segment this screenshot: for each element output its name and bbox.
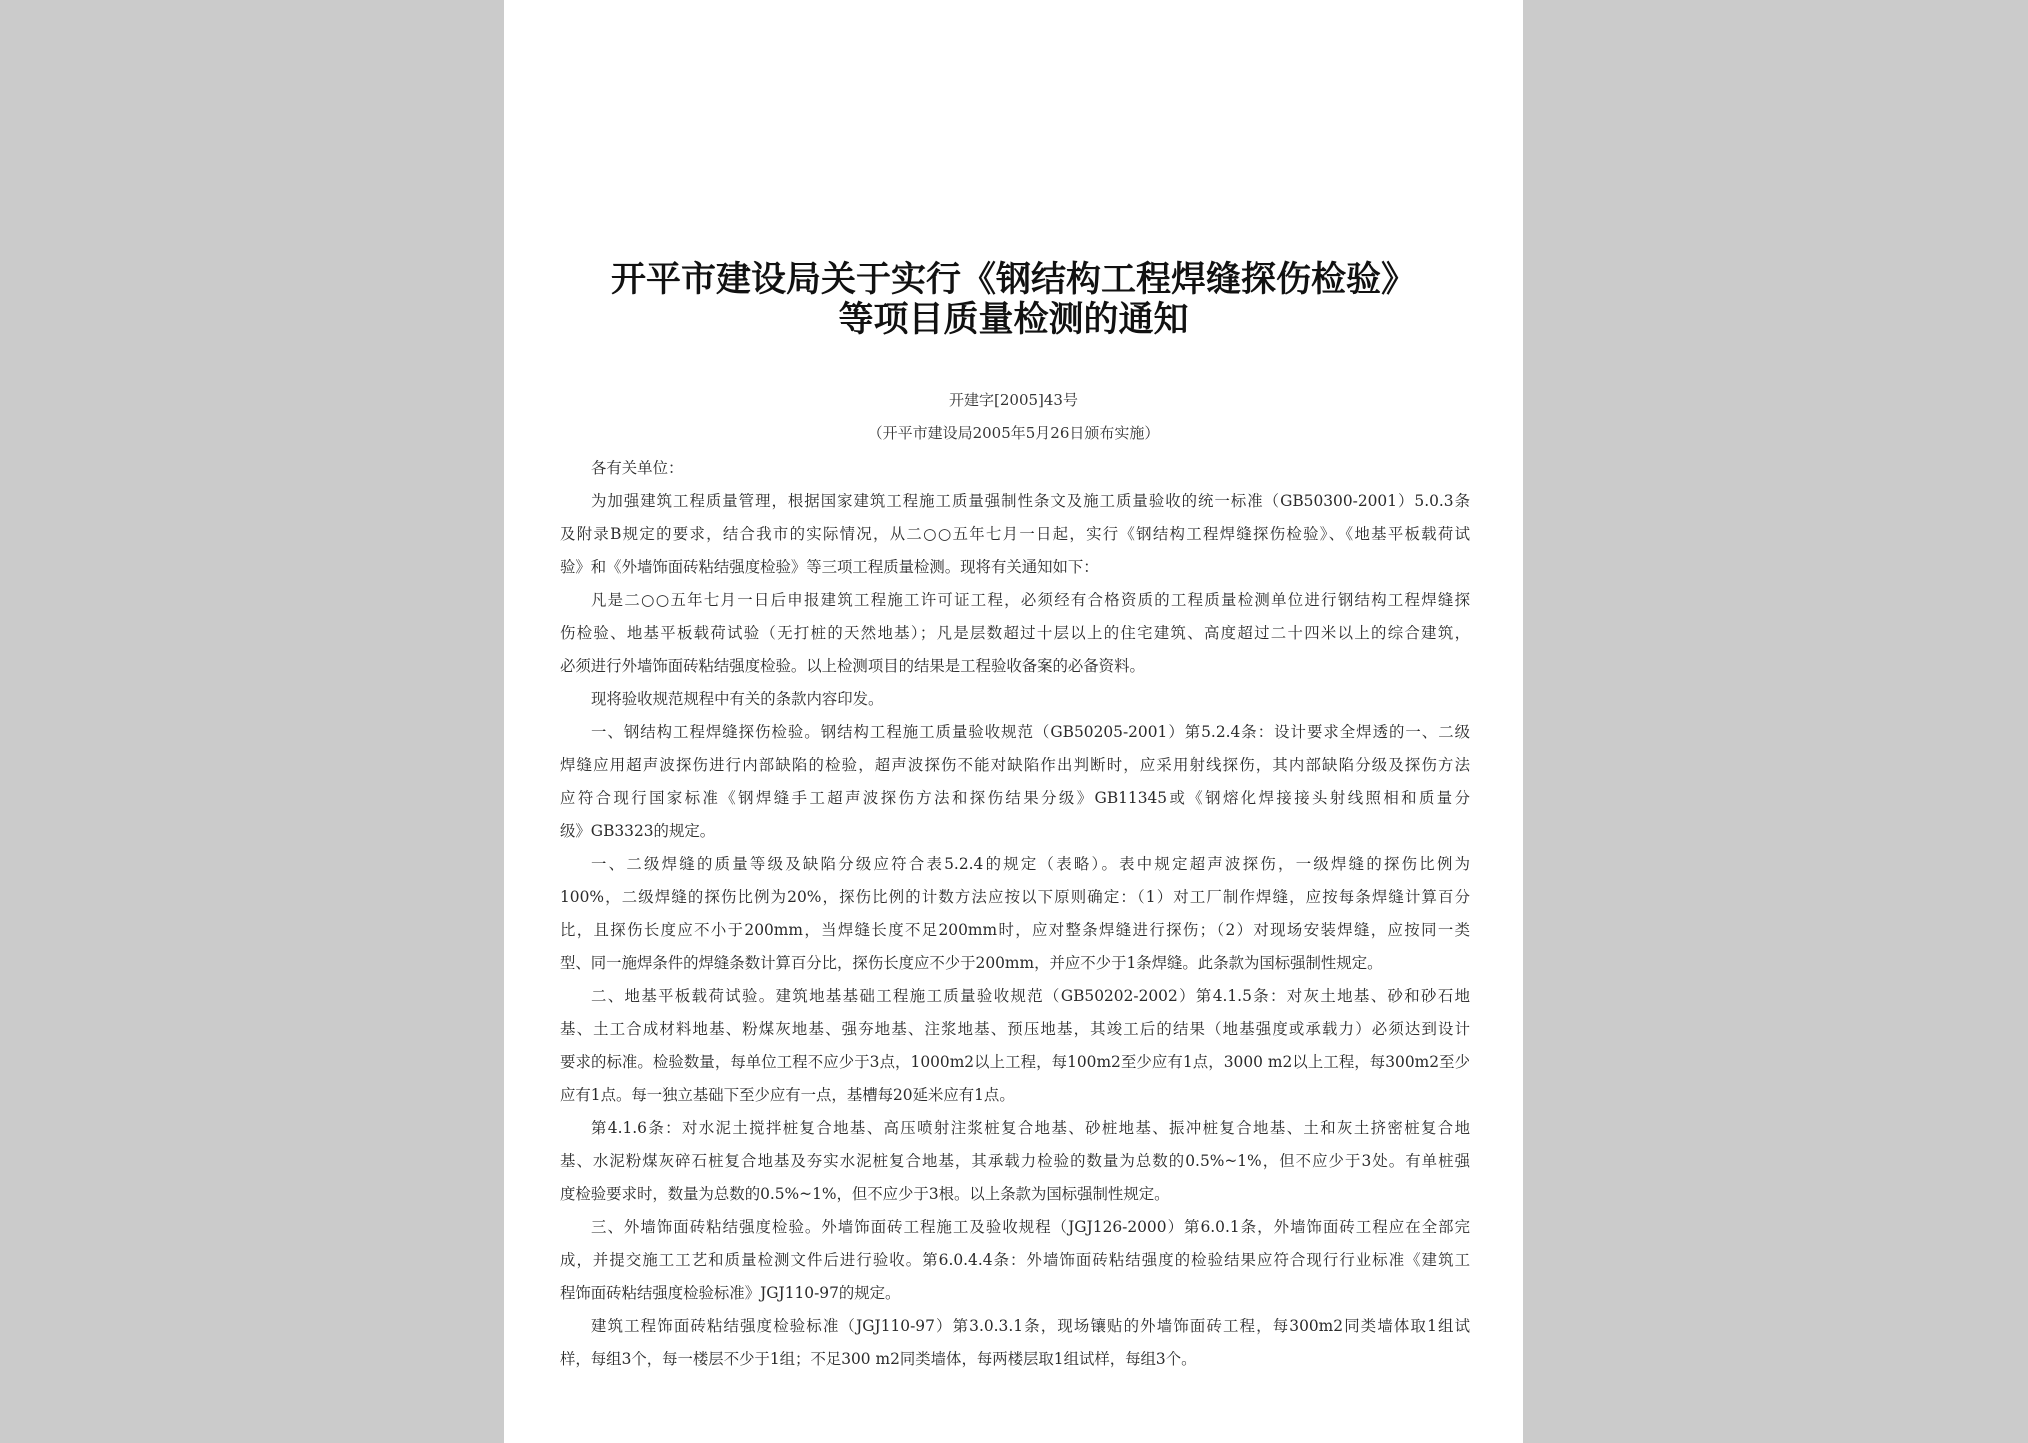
body-line: 现将验收规范规程中有关的条款内容印发。 <box>591 690 884 708</box>
body-line: 一、二级焊缝的质量等级及缺陷分级应符合表5.2.4的规定（表略）。表中规定超声波探伤，一级焊缝的探伤比例为 <box>591 855 1470 873</box>
body-line: 要求的标准。检验数量，每单位工程不应少于3点，1000m2以上工程，每100m2至少应有1点，3000 m2以上工程，每300m2至少 <box>560 1053 1470 1071</box>
title-line-1: 开平市建设局关于实行《钢结构工程焊缝探伤检验》 <box>610 259 1416 300</box>
body-line: 必须进行外墙饰面砖粘结强度检验。以上检测项目的结果是工程验收备案的必备资料。 <box>560 657 1145 675</box>
body-line: 建筑工程饰面砖粘结强度检验标准（JGJ110-97）第3.0.3.1条，现场镶贴的外墙饰面砖工程，每300m2同类墙体取1组试 <box>591 1317 1470 1335</box>
body-line: 第4.1.6条：对水泥土搅拌桩复合地基、高压喷射注浆桩复合地基、砂桩地基、振冲桩复合地基、土和灰土挤密桩复合地 <box>591 1119 1470 1137</box>
document-number: 开建字[2005]43号 <box>949 391 1078 409</box>
body-line: 三、外墙饰面砖粘结强度检验。外墙饰面砖工程施工及验收规程（JGJ126-2000）第6.0.1条，外墙饰面砖工程应在全部完 <box>591 1218 1470 1236</box>
document-body <box>560 452 1470 1376</box>
body-line: 基、水泥粉煤灰碎石桩复合地基及夯实水泥桩复合地基，其承载力检验的数量为总数的0.5%~1%，但不应少于3处。有单桩强 <box>560 1152 1470 1170</box>
body-line: 100%，二级焊缝的探伤比例为20%，探伤比例的计数方法应按以下原则确定：（1）对工厂制作焊缝，应按每条焊缝计算百分 <box>560 888 1470 906</box>
body-line: 比，且探伤长度应不小于200mm，当焊缝长度不足200mm时，应对整条焊缝进行探伤；（2）对现场安装焊缝，应按同一类 <box>560 921 1470 939</box>
body-line: 应有1点。每一独立基础下至少应有一点，基槽每20延米应有1点。 <box>560 1086 1015 1104</box>
title-line-2: 等项目质量检测的通知 <box>838 299 1189 340</box>
body-line: 程饰面砖粘结强度检验标准》JGJ110-97的规定。 <box>560 1284 901 1302</box>
document-title <box>504 260 1523 340</box>
body-line: 二、地基平板载荷试验。建筑地基基础工程施工质量验收规范（GB50202-2002）第4.1.5条：对灰土地基、砂和砂石地 <box>591 987 1470 1005</box>
body-line: 度检验要求时，数量为总数的0.5%~1%，但不应少于3根。以上条款为国标强制性规定。 <box>560 1185 1170 1203</box>
body-line: 样，每组3个，每一楼层不少于1组；不足300 m2同类墙体，每两楼层取1组试样，每组3个。 <box>560 1350 1197 1368</box>
document-page <box>504 0 1523 1443</box>
body-line: 基、土工合成材料地基、粉煤灰地基、强夯地基、注浆地基、预压地基，其竣工后的结果（地基强度或承载力）必须达到设计 <box>560 1020 1470 1038</box>
body-line: 伤检验、地基平板载荷试验（无打桩的天然地基）；凡是层数超过十层以上的住宅建筑、高度超过二十四米以上的综合建筑， <box>560 624 1470 642</box>
body-line: 为加强建筑工程质量管理，根据国家建筑工程施工质量强制性条文及施工质量验收的统一标准（GB50300-2001）5.0.3条 <box>591 492 1470 510</box>
body-line: 级》GB3323的规定。 <box>560 822 716 840</box>
body-line: 型、同一施焊条件的焊缝条数计算百分比，探伤长度应不少于200mm，并应不少于1条焊缝。此条款为国标强制性规定。 <box>560 954 1383 972</box>
body-line: 应符合现行国家标准《钢焊缝手工超声波探伤方法和探伤结果分级》GB11345或《钢熔化焊接接头射线照相和质量分 <box>560 789 1470 807</box>
body-line: 一、钢结构工程焊缝探伤检验。钢结构工程施工质量验收规范（GB50205-2001）第5.2.4条：设计要求全焊透的一、二级 <box>591 723 1470 741</box>
body-line: 验》和《外墙饰面砖粘结强度检验》等三项工程质量检测。现将有关通知如下： <box>560 558 1099 576</box>
body-line: 焊缝应用超声波探伤进行内部缺陷的检验，超声波探伤不能对缺陷作出判断时，应采用射线探伤，其内部缺陷分级及探伤方法 <box>560 756 1470 774</box>
body-line: 凡是二○○五年七月一日后申报建筑工程施工许可证工程，必须经有合格资质的工程质量检测单位进行钢结构工程焊缝探 <box>591 591 1470 609</box>
body-line: 成，并提交施工工艺和质量检测文件后进行验收。第6.0.4.4条：外墙饰面砖粘结强度的检验结果应符合现行行业标准《建筑工 <box>560 1251 1470 1269</box>
body-line: 及附录B规定的要求，结合我市的实际情况，从二○○五年七月一日起，实行《钢结构工程焊缝探伤检验》、《地基平板载荷试 <box>560 525 1470 543</box>
body-line: 各有关单位： <box>591 459 684 477</box>
issue-note: （开平市建设局2005年5月26日颁布实施） <box>867 424 1160 442</box>
